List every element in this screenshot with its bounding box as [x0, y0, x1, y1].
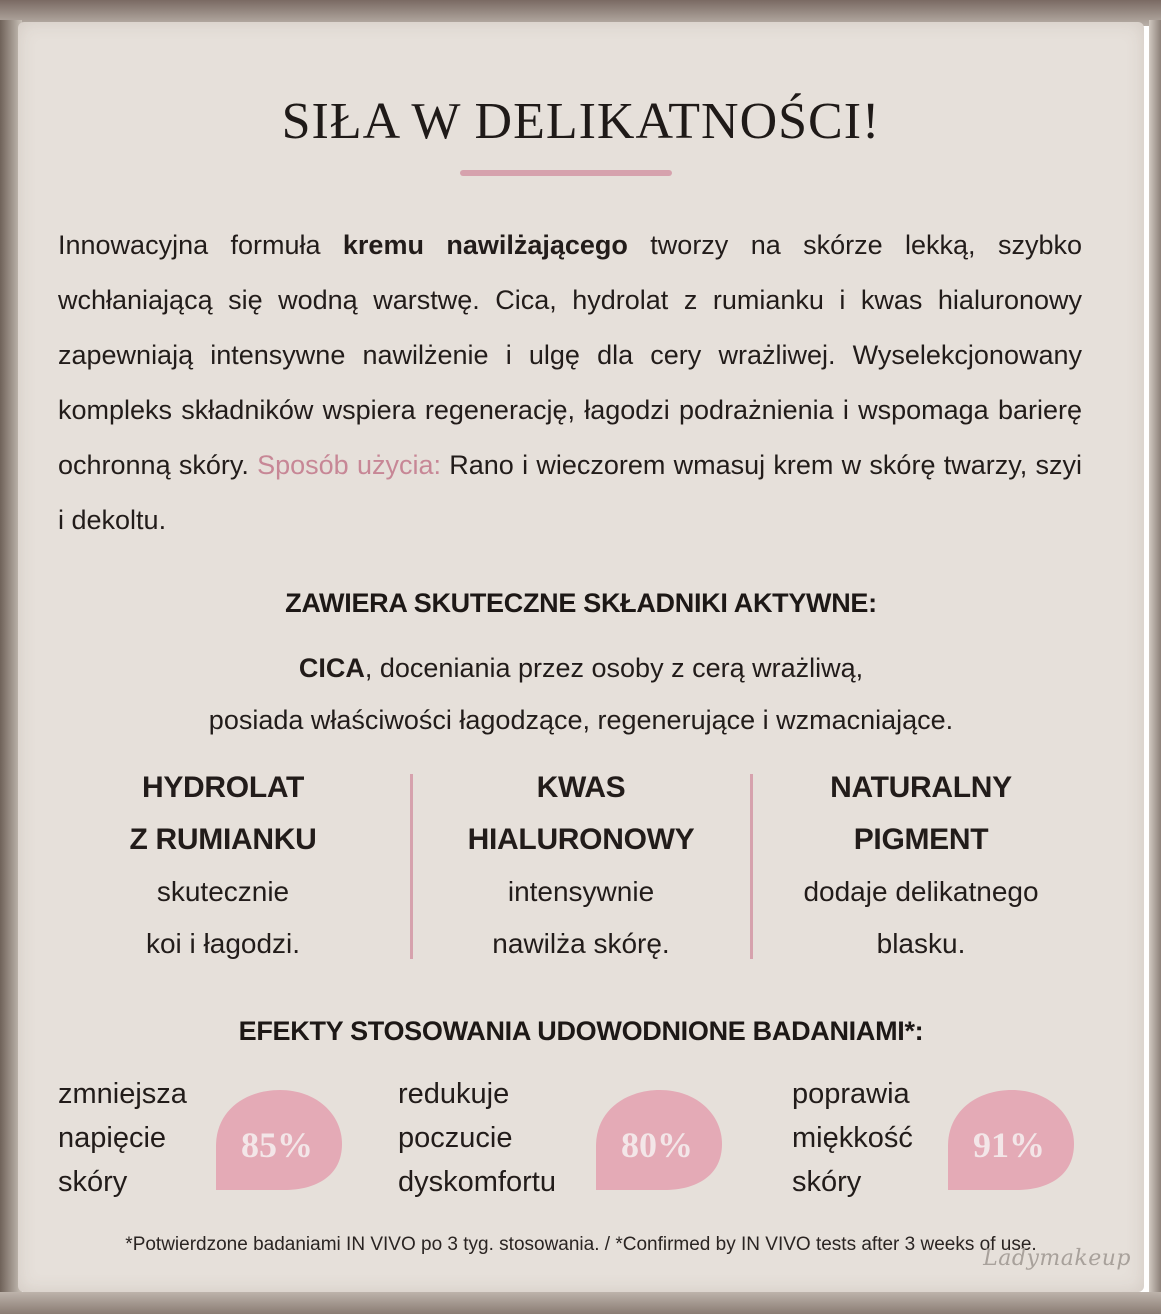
page-title: SIŁA W DELIKATNOŚCI! [281, 93, 881, 150]
effect-line: poprawia [792, 1078, 910, 1110]
percent-drop-badge [940, 1086, 1078, 1196]
ingredient-heading-line: PIGMENT [853, 823, 989, 856]
effects-heading: EFEKTY STOSOWANIA UDOWODNIONE BADANIAMI*: [238, 1016, 924, 1046]
cica-description [18, 642, 1144, 746]
ingredient-column [756, 762, 1086, 970]
ingredient-column [416, 762, 746, 970]
ingredient-desc-line: koi i łagodzi. [145, 928, 301, 959]
effect-percent: 91% [973, 1125, 1045, 1165]
effect-line: skóry [792, 1166, 862, 1198]
effect-line: zmniejsza [58, 1078, 187, 1110]
effect-text [398, 1072, 556, 1204]
percent-drop-badge [588, 1086, 726, 1196]
footnote: *Potwierdzone badaniami IN VIVO po 3 tyg. stosowania. / *Confirmed by IN VIVO tests after 3 weeks of use. [125, 1234, 1037, 1255]
ingredient-heading-line: NATURALNY [830, 771, 1012, 804]
effect-percent: 85% [241, 1125, 313, 1165]
effect-text [58, 1072, 187, 1204]
ingredient-desc-line: intensywnie [507, 876, 655, 907]
ingredient-heading-line: HYDROLAT [141, 771, 305, 804]
ingredient-desc-line: blasku. [876, 928, 966, 959]
percent-drop-badge [208, 1086, 346, 1196]
effect-line: redukuje [398, 1078, 510, 1110]
intro-text-1: Innowacyjna formuła [58, 230, 343, 260]
effect-line: miękkość [792, 1122, 913, 1154]
intro-bold-product: kremu nawilżającego [342, 230, 628, 260]
packaging-panel [18, 22, 1144, 1292]
effect-line: poczucie [398, 1122, 513, 1154]
column-divider [750, 774, 753, 959]
ingredient-column [58, 762, 388, 970]
ingredient-heading-line: HIALURONOWY [467, 823, 695, 856]
ingredient-heading-line: Z RUMIANKU [129, 823, 317, 856]
effect-percent: 80% [621, 1125, 693, 1165]
cica-line-1 [18, 642, 1144, 694]
watermark-logo: Ladymakeup [983, 1246, 1131, 1271]
effect-item [58, 1072, 398, 1212]
effect-line: napięcie [58, 1122, 167, 1154]
intro-text-2: tworzy na skórze lekką, szybko wchłaniającą się wodną warstwę. Cica, hydrolat z rumianku i kwas hialuronowy zapewniają intensywne nawilżenie i ulgę dla cery wrażliwej. Wyselekcjonowany kompleks składników wspiera regenerację, łagodzi podrażnienia i wspomaga barierę ochronną skóry. [58, 230, 1082, 480]
column-divider [410, 774, 413, 959]
ingredient-desc-line: nawilża skórę. [492, 928, 670, 959]
box-edge-right [1149, 20, 1161, 1300]
cica-text-1: , doceniania przez osoby z cerą wrażliwą, [364, 653, 864, 683]
effect-line: dyskomfortu [398, 1166, 556, 1198]
title-underline [460, 170, 672, 176]
ingredient-heading-line: KWAS [536, 771, 626, 804]
usage-label: Sposób użycia: [257, 450, 441, 480]
effect-text [792, 1072, 913, 1204]
intro-text-3: Rano i wieczorem wmasuj krem w skórę twarzy, szyi i dekoltu. [58, 450, 1082, 535]
ingredient-desc-line: skutecznie [156, 876, 290, 907]
effect-item [398, 1072, 738, 1212]
ingredient-columns [58, 762, 1104, 972]
cica-line-2: posiada właściwości łagodzące, regenerujące i wzmacniające. [208, 705, 954, 735]
effect-item [792, 1072, 1132, 1212]
ingredient-desc-line: dodaje delikatnego [803, 876, 1039, 907]
ingredients-heading: ZAWIERA SKUTECZNE SKŁADNIKI AKTYWNE: [285, 588, 877, 618]
effect-line: skóry [58, 1166, 128, 1198]
cica-name: CICA [298, 653, 365, 683]
effects-row [58, 1072, 1104, 1212]
intro-paragraph [58, 218, 1082, 548]
box-edge-bottom [0, 1292, 1161, 1314]
